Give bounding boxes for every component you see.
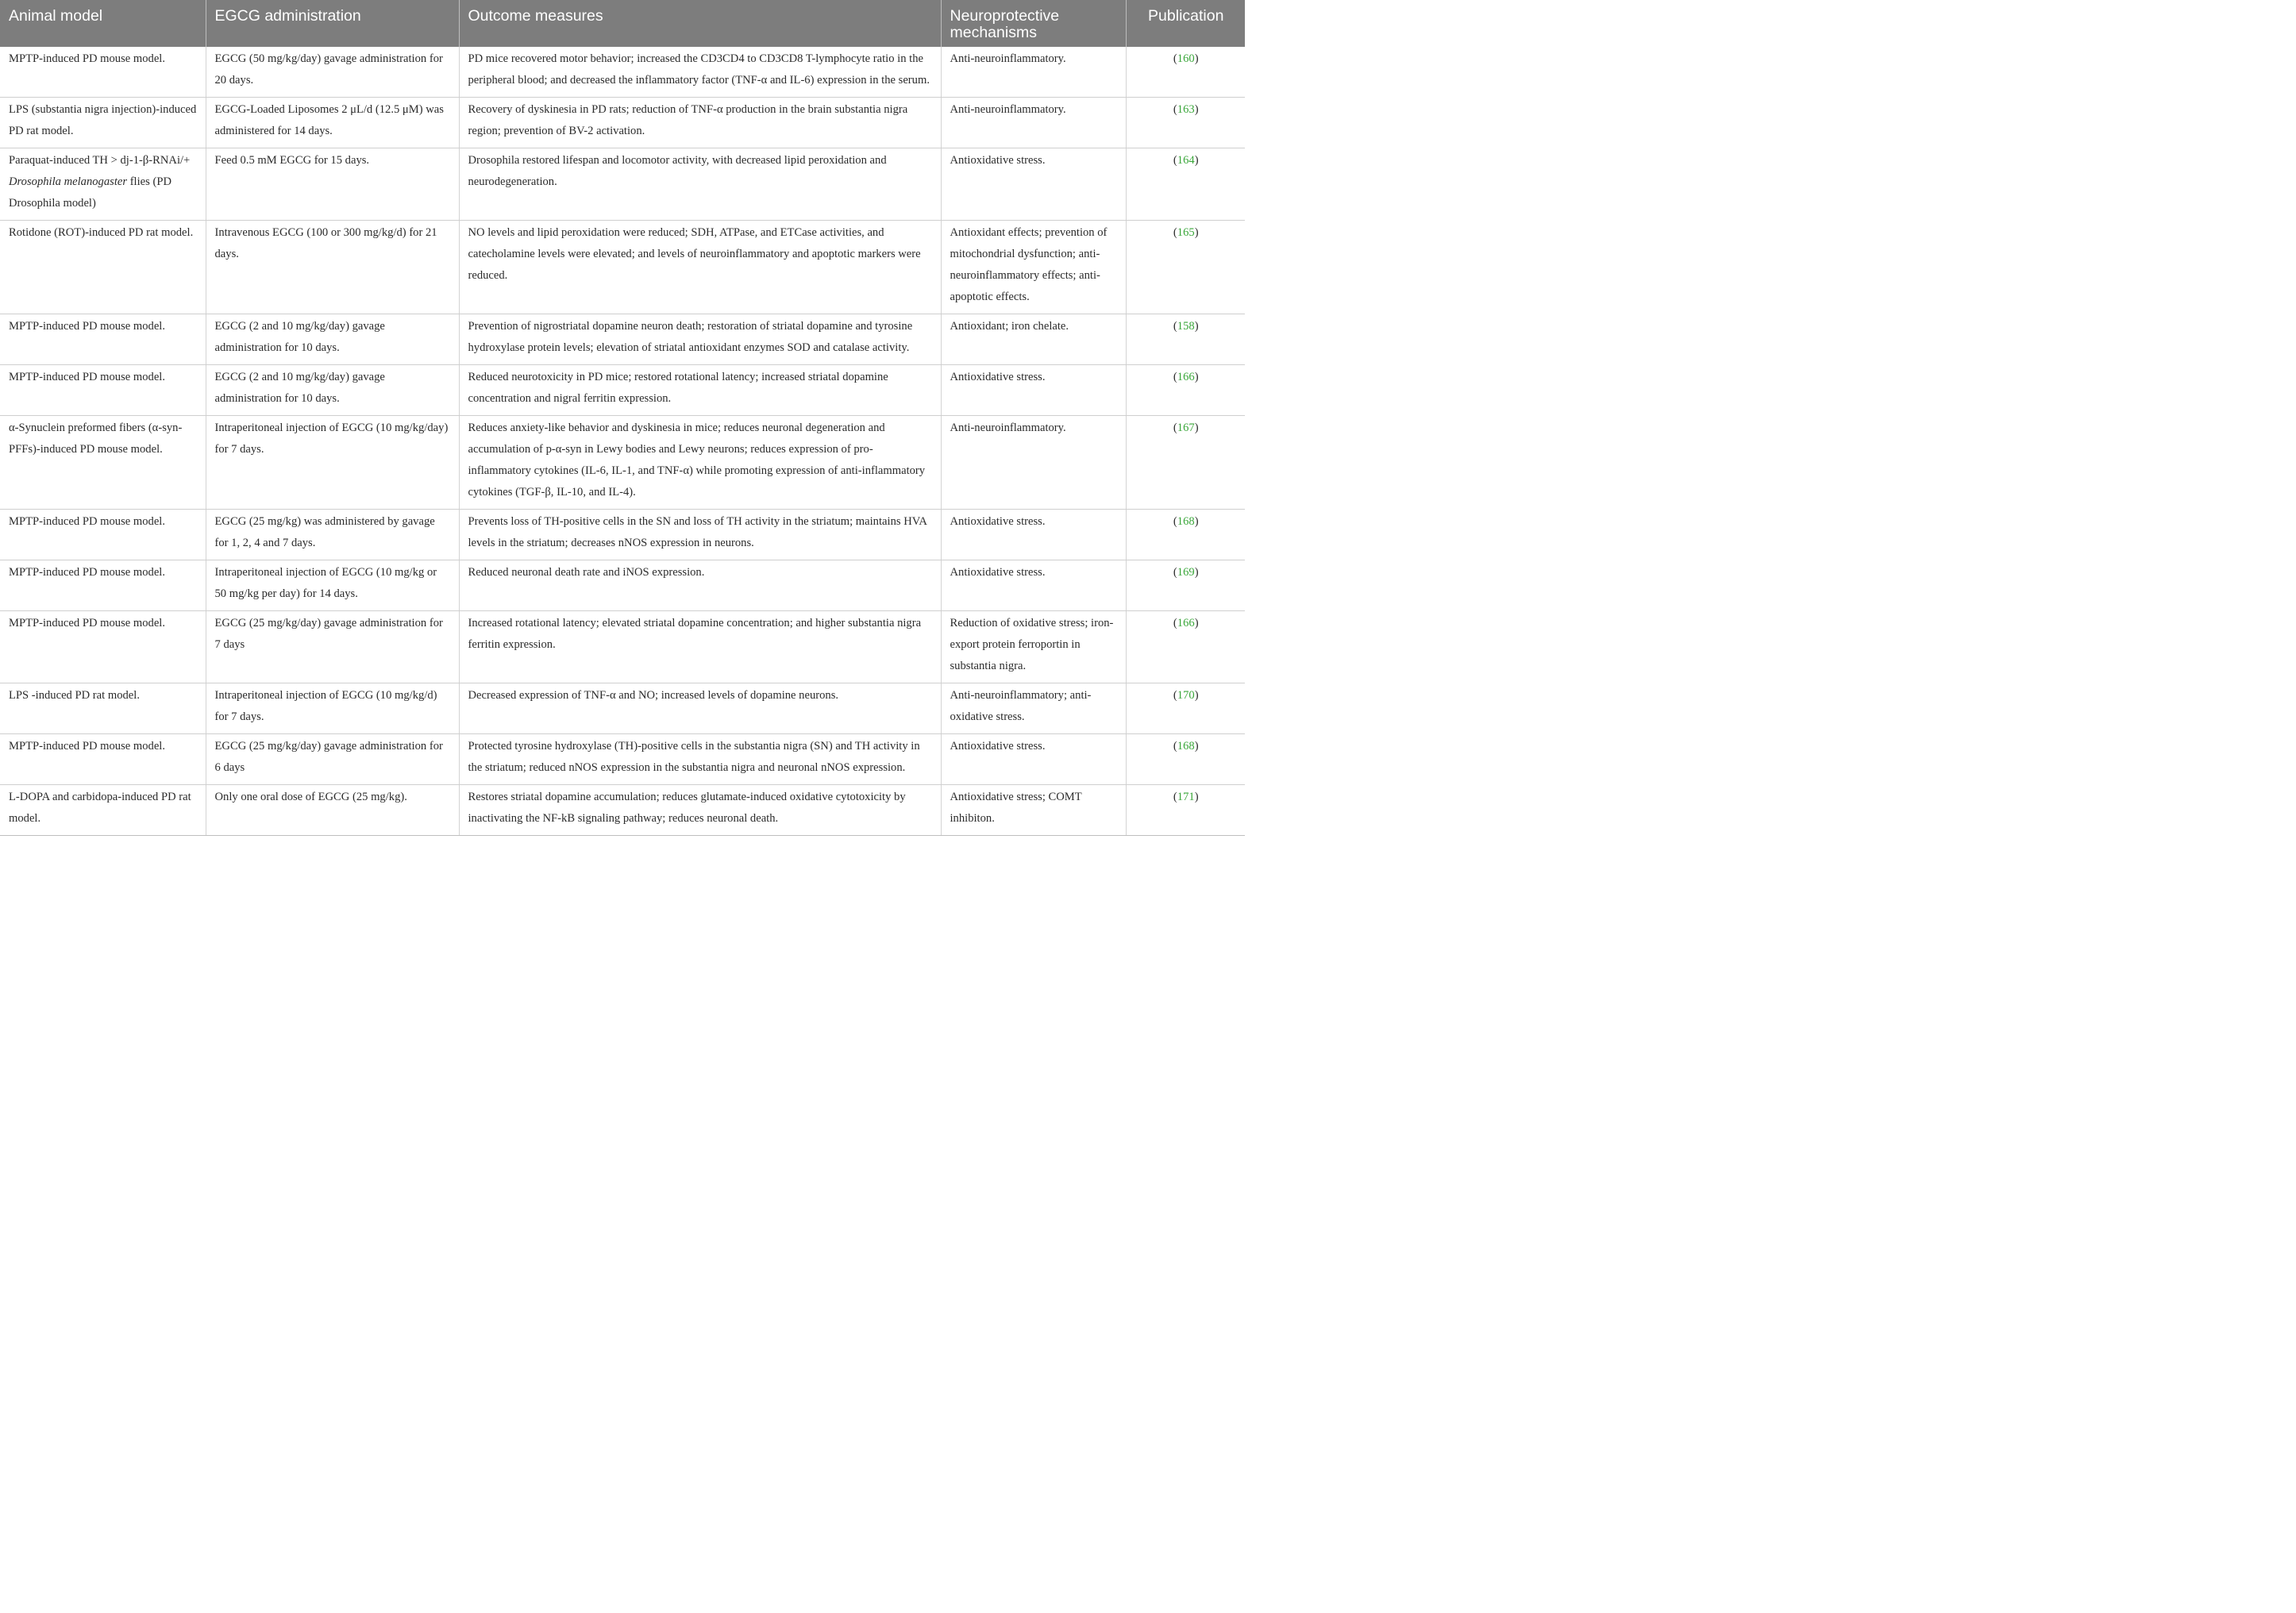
reference-link[interactable]: 171 <box>1177 791 1195 803</box>
reference-link[interactable]: 163 <box>1177 103 1195 116</box>
publication-cell: (168) <box>1126 734 1245 785</box>
reference-link[interactable]: 165 <box>1177 226 1195 239</box>
outcome-measures-cell: PD mice recovered motor behavior; increased the CD3CD4 to CD3CD8 T-lymphocyte ratio in the peripheral blood; and decreased the inflammatory factor (TNF-α and IL-6) expression in the serum. <box>459 47 941 98</box>
animal-model-cell: LPS -induced PD rat model. <box>0 683 206 734</box>
reference-link[interactable]: 168 <box>1177 740 1195 753</box>
outcome-measures-cell: Reduces anxiety-like behavior and dyskinesia in mice; reduces neuronal degeneration and accumulation of p-α-syn in Lewy bodies and Lewy neurons; reduces expression of pro-inflammatory cytokines (IL-6, IL-1, and TNF-α) while promoting expression of anti-inflammatory cytokines (TGF-β, IL-10, and IL-4). <box>459 416 941 510</box>
table-row <box>0 365 1245 416</box>
outcome-measures-cell: Prevention of nigrostriatal dopamine neuron death; restoration of striatal dopamine and tyrosine hydroxylase protein levels; elevation of striatal antioxidant enzymes SOD and catalase activity. <box>459 314 941 365</box>
outcome-measures-cell: Drosophila restored lifespan and locomotor activity, with decreased lipid peroxidation and neurodegeneration. <box>459 148 941 221</box>
egcg-administration-cell: EGCG (2 and 10 mg/kg/day) gavage administration for 10 days. <box>206 314 459 365</box>
mechanisms-cell: Anti-neuroinflammatory. <box>941 98 1126 148</box>
mechanisms-cell: Antioxidative stress. <box>941 148 1126 221</box>
reference-link[interactable]: 164 <box>1177 154 1195 167</box>
animal-model-cell: MPTP-induced PD mouse model. <box>0 510 206 560</box>
reference-link[interactable]: 166 <box>1177 617 1195 629</box>
table-row <box>0 611 1245 683</box>
reference-link[interactable]: 170 <box>1177 689 1195 702</box>
egcg-administration-cell: EGCG-Loaded Liposomes 2 μL/d (12.5 μM) was administered for 14 days. <box>206 98 459 148</box>
column-header-animal-model: Animal model <box>0 0 206 47</box>
mechanisms-cell: Antioxidant; iron chelate. <box>941 314 1126 365</box>
egcg-administration-cell: Intraperitoneal injection of EGCG (10 mg/kg/d) for 7 days. <box>206 683 459 734</box>
animal-model-cell: Rotidone (ROT)-induced PD rat model. <box>0 221 206 314</box>
publication-cell: (170) <box>1126 683 1245 734</box>
outcome-measures-cell: Reduced neuronal death rate and iNOS expression. <box>459 560 941 611</box>
publication-cell: (168) <box>1126 510 1245 560</box>
table-body <box>0 47 1245 836</box>
animal-model-cell: L-DOPA and carbidopa-induced PD rat model. <box>0 785 206 836</box>
outcome-measures-cell: Restores striatal dopamine accumulation; reduces glutamate-induced oxidative cytotoxicity by inactivating the NF-kB signaling pathway; reduces neuronal death. <box>459 785 941 836</box>
mechanisms-cell: Antioxidative stress; COMT inhibiton. <box>941 785 1126 836</box>
header-row <box>0 0 1245 47</box>
publication-cell: (171) <box>1126 785 1245 836</box>
outcome-measures-cell: Increased rotational latency; elevated striatal dopamine concentration; and higher substantia nigra ferritin expression. <box>459 611 941 683</box>
animal-model-cell: α-Synuclein preformed fibers (α-syn-PFFs)-induced PD mouse model. <box>0 416 206 510</box>
animal-model-text: flies (PD Drosophila model) <box>9 175 171 210</box>
animal-model-cell: MPTP-induced PD mouse model. <box>0 560 206 611</box>
table-row <box>0 785 1245 836</box>
mechanisms-cell: Antioxidative stress. <box>941 560 1126 611</box>
mechanisms-cell: Antioxidative stress. <box>941 365 1126 416</box>
outcome-measures-cell: NO levels and lipid peroxidation were reduced; SDH, ATPase, and ETCase activities, and catecholamine levels were elevated; and levels of neuroinflammatory and apoptotic markers were reduced. <box>459 221 941 314</box>
mechanisms-cell: Reduction of oxidative stress; iron-export protein ferroportin in substantia nigra. <box>941 611 1126 683</box>
outcome-measures-cell: Decreased expression of TNF-α and NO; increased levels of dopamine neurons. <box>459 683 941 734</box>
animal-model-cell: LPS (substantia nigra injection)-induced PD rat model. <box>0 98 206 148</box>
egcg-administration-cell: Intravenous EGCG (100 or 300 mg/kg/d) for 21 days. <box>206 221 459 314</box>
column-header-publication: Publication <box>1126 0 1245 47</box>
animal-model-cell: MPTP-induced PD mouse model. <box>0 314 206 365</box>
egcg-studies-table <box>0 0 1245 836</box>
reference-link[interactable]: 167 <box>1177 422 1195 434</box>
publication-cell: (165) <box>1126 221 1245 314</box>
animal-model-cell: MPTP-induced PD mouse model. <box>0 47 206 98</box>
outcome-measures-cell: Protected tyrosine hydroxylase (TH)-positive cells in the substantia nigra (SN) and TH activity in the striatum; reduced nNOS expression in the substantia nigra and neuronal nNOS expression. <box>459 734 941 785</box>
reference-link[interactable]: 169 <box>1177 566 1195 579</box>
publication-cell: (164) <box>1126 148 1245 221</box>
reference-link[interactable]: 168 <box>1177 515 1195 528</box>
animal-model-cell: MPTP-induced PD mouse model. <box>0 365 206 416</box>
animal-model-cell: MPTP-induced PD mouse model. <box>0 734 206 785</box>
mechanisms-cell: Antioxidative stress. <box>941 734 1126 785</box>
column-header-egcg-administration: EGCG administration <box>206 0 459 47</box>
egcg-administration-cell: EGCG (25 mg/kg/day) gavage administration for 7 days <box>206 611 459 683</box>
table-header <box>0 0 1245 47</box>
outcome-measures-cell: Recovery of dyskinesia in PD rats; reduction of TNF-α production in the brain substantia nigra region; prevention of BV-2 activation. <box>459 98 941 148</box>
table-row <box>0 47 1245 98</box>
mechanisms-cell: Anti-neuroinflammatory. <box>941 416 1126 510</box>
animal-model-cell: MPTP-induced PD mouse model. <box>0 611 206 683</box>
species-name: Drosophila melanogaster <box>9 175 128 188</box>
table-row <box>0 221 1245 314</box>
animal-model-cell <box>0 148 206 221</box>
animal-model-text: Paraquat-induced TH > dj-1-β-RNAi/+ <box>9 154 191 167</box>
table-row <box>0 683 1245 734</box>
mechanisms-cell: Antioxidant effects; prevention of mitochondrial dysfunction; anti-neuroinflammatory effects; anti-apoptotic effects. <box>941 221 1126 314</box>
egcg-administration-cell: EGCG (25 mg/kg/day) gavage administration for 6 days <box>206 734 459 785</box>
egcg-administration-cell: Feed 0.5 mM EGCG for 15 days. <box>206 148 459 221</box>
egcg-administration-cell: Intraperitoneal injection of EGCG (10 mg/kg or 50 mg/kg per day) for 14 days. <box>206 560 459 611</box>
egcg-administration-cell: Intraperitoneal injection of EGCG (10 mg/kg/day) for 7 days. <box>206 416 459 510</box>
publication-cell: (169) <box>1126 560 1245 611</box>
table-row <box>0 148 1245 221</box>
publication-cell: (163) <box>1126 98 1245 148</box>
table-row <box>0 416 1245 510</box>
table-row <box>0 98 1245 148</box>
outcome-measures-cell: Reduced neurotoxicity in PD mice; restored rotational latency; increased striatal dopamine concentration and nigral ferritin expression. <box>459 365 941 416</box>
egcg-administration-cell: Only one oral dose of EGCG (25 mg/kg). <box>206 785 459 836</box>
reference-link[interactable]: 160 <box>1177 52 1195 65</box>
publication-cell: (158) <box>1126 314 1245 365</box>
mechanisms-cell: Antioxidative stress. <box>941 510 1126 560</box>
publication-cell: (166) <box>1126 611 1245 683</box>
egcg-administration-cell: EGCG (2 and 10 mg/kg/day) gavage administration for 10 days. <box>206 365 459 416</box>
column-header-neuroprotective-mechanisms: Neuroprotective mechanisms <box>941 0 1126 47</box>
outcome-measures-cell: Prevents loss of TH-positive cells in the SN and loss of TH activity in the striatum; maintains HVA levels in the striatum; decreases nNOS expression in neurons. <box>459 510 941 560</box>
table-row <box>0 314 1245 365</box>
reference-link[interactable]: 158 <box>1177 320 1195 333</box>
reference-link[interactable]: 166 <box>1177 371 1195 383</box>
column-header-outcome-measures: Outcome measures <box>459 0 941 47</box>
mechanisms-cell: Anti-neuroinflammatory; anti-oxidative stress. <box>941 683 1126 734</box>
table-row <box>0 510 1245 560</box>
table-row <box>0 734 1245 785</box>
mechanisms-cell: Anti-neuroinflammatory. <box>941 47 1126 98</box>
egcg-administration-cell: EGCG (25 mg/kg) was administered by gavage for 1, 2, 4 and 7 days. <box>206 510 459 560</box>
publication-cell: (167) <box>1126 416 1245 510</box>
table-row <box>0 560 1245 611</box>
publication-cell: (160) <box>1126 47 1245 98</box>
publication-cell: (166) <box>1126 365 1245 416</box>
egcg-administration-cell: EGCG (50 mg/kg/day) gavage administration for 20 days. <box>206 47 459 98</box>
